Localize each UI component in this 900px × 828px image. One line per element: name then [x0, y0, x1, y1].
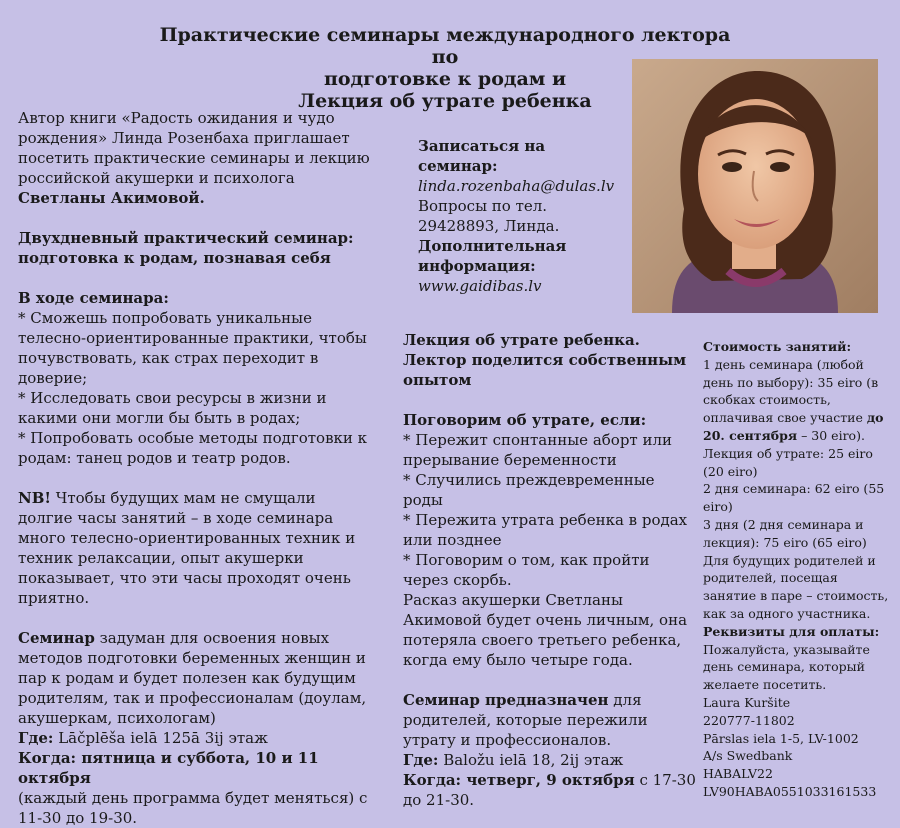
where-label: Где: — [18, 729, 54, 747]
signup-heading: Записаться на семинар: — [418, 137, 546, 175]
seminar-schedule: (каждый день программа будет меняться) с 11-30 до 19-30. — [18, 789, 368, 827]
lecture-story: Расказ акушерки Светланы Акимовой будет очень личным, она потеряла своего третьего ребенка, когда ему было четыре года. — [403, 591, 688, 669]
early-deadline: до 20. сентября — [703, 410, 884, 443]
website-link[interactable]: www.gaidibas.lv — [418, 277, 542, 295]
pricing-line-3: 2 дня семинара: 62 eiro (55 eiro) — [703, 481, 885, 515]
seminar-location — [18, 728, 370, 748]
pricing-heading: Стоимость занятий: — [703, 339, 852, 354]
pricing-line-1-text: 1 день семинара (любой день по выбору): 35 eiro (в скобках стоимость, оплачивая свое участие — [703, 356, 879, 426]
payee-code: 220777-11802 — [703, 712, 795, 728]
seminar-purpose — [18, 628, 370, 728]
pricing-line-1-end: – 30 eiro). — [797, 427, 865, 443]
lecture-bullet-4: * Поговорим о том, как пройти через скорбь. — [403, 551, 650, 589]
payee-address: Pārslas iela 1-5, LV-1002 — [703, 730, 859, 746]
intro-text: Автор книги «Радость ожидания и чудо рождения» Линда Розенбаха приглашает посетить практические семинары и лекцию российской акушерки и психолога — [18, 109, 370, 187]
payment-note: Пожалуйста, указывайте день семинара, который желаете посетить. — [703, 641, 870, 693]
lecture-audience-text: для родителей, которые пережили утрату и профессионалов. — [403, 691, 648, 749]
signup-block — [418, 136, 615, 296]
seminar-description-column — [18, 108, 370, 828]
bank-swift: HABALV22 — [703, 766, 773, 782]
signup-email-link[interactable]: linda.rozenbaha@dulas.lv — [418, 177, 615, 195]
pricing-line-5: Для будущих родителей и родителей, посещая занятие в паре – стоимость, как за одного участника. — [703, 552, 889, 621]
pricing-column — [703, 338, 893, 801]
lecture-column — [403, 330, 698, 810]
seminar-label: Семинар — [18, 629, 95, 647]
seminar-bullet-1: * Сможешь попробовать уникальные телесно-ориентированные практики, чтобы почувствовать, как страх переходит в доверие; — [18, 309, 367, 387]
during-seminar-heading: В ходе семинара: — [18, 289, 169, 307]
lecture-location — [403, 750, 698, 770]
bank-account: LV90HABA0551033161533 — [703, 783, 877, 799]
portrait-illustration — [632, 59, 878, 313]
payee-name: Laura Kuršite — [703, 694, 791, 710]
nb-label: NB! — [18, 489, 51, 507]
title-line-3: Лекция об утрате ребенка — [298, 90, 592, 112]
lecturer-name: Светланы Акимовой. — [18, 189, 205, 207]
lecture-seminar-label: Семинар предназначен — [403, 691, 609, 709]
bank-name: A/s Swedbank — [703, 748, 793, 764]
seminar-heading: Двухдневный практический семинар: подготовка к родам, познавая себя — [18, 229, 354, 267]
seminar-purpose-text: задуман для освоения новых методов подготовки беременных женщин и пар к родам и будет полезен как будущим родителям, так и профессионалам (доулам, акушеркам, психологам) — [18, 629, 367, 727]
more-info-heading: Дополнительная информация: — [418, 237, 567, 275]
lecturer-photo — [632, 59, 878, 313]
lecture-bullet-3: * Пережита утрата ребенка в родах или позднее — [403, 511, 688, 549]
lecture-when — [403, 770, 698, 810]
title-line-1: Практические семинары международного лектора по — [159, 24, 731, 68]
where-value: Lāčplēša ielā 125ā 3ij этаж — [53, 729, 268, 747]
lecture-where-value: Baložu ielā 18, 2ij этаж — [438, 751, 624, 769]
lecture-heading: Лекция об утрате ребенка. Лектор поделится собственным опытом — [403, 331, 687, 389]
payment-heading: Реквизиты для оплаты: — [703, 623, 880, 639]
signup-phone: Вопросы по тел. 29428893, Линда. — [418, 197, 560, 235]
seminar-bullet-3: * Попробовать особые методы подготовки к родам: танец родов и театр родов. — [18, 429, 368, 467]
lecture-when-label: Когда: четверг, 9 октября — [403, 771, 635, 789]
lecture-bullet-2: * Случились преждевременные роды — [403, 471, 655, 509]
pricing-line-1 — [703, 356, 893, 445]
nb-paragraph — [18, 488, 370, 608]
intro-paragraph — [18, 108, 370, 208]
lecture-audience — [403, 690, 698, 750]
pricing-line-4: 3 дня (2 дня семинара и лекция): 75 eiro (65 eiro) — [703, 516, 867, 550]
lecture-bullet-1: * Пережит спонтанные аборт или прерывание беременности — [403, 431, 673, 469]
talk-heading: Поговорим об утрате, если: — [403, 411, 647, 429]
lecture-when-value: с 17-30 до 21-30. — [403, 771, 696, 809]
seminar-when: Когда: пятница и суббота, 10 и 11 октября — [18, 749, 319, 787]
title-line-2: подготовке к родам и — [323, 68, 567, 90]
seminar-bullet-2: * Исследовать свои ресурсы в жизни и какими они могли бы быть в родах; — [18, 389, 327, 427]
nb-text: Чтобы будущих мам не смущали долгие часы занятий – в ходе семинара много телесно-ориентированных техник и техник релаксации, опыт акушерки показывает, что эти часы проходят очень приятно. — [18, 489, 356, 607]
lecture-where-label: Где: — [403, 751, 439, 769]
pricing-line-2: Лекция об утрате: 25 eiro (20 eiro) — [703, 445, 873, 479]
